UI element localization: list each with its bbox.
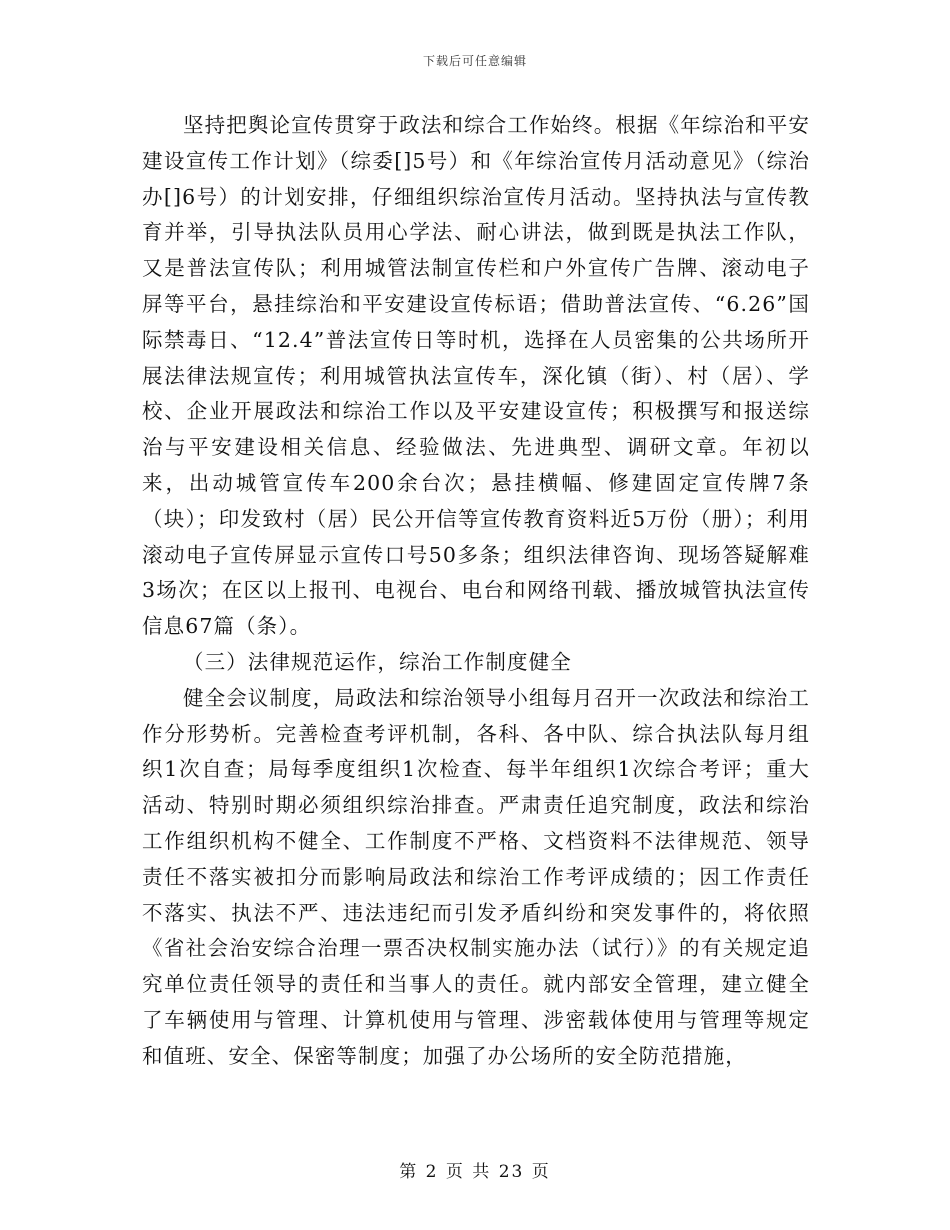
- page-header: 下载后可任意编辑: [422, 54, 527, 68]
- document-body: [142, 108, 810, 1075]
- paragraph-publicity: 坚持把舆论宣传贯穿于政法和综合工作始终。根据《年综治和平安建设宣传工作计划》（综委[]5号）和《年综治宣传月活动意见》（综治办[]6号）的计划安排，仔细组织综治宣传月活动。坚持执法与宣传教育并举，引导执法队员用心学法、耐心讲法，做到既是执法工作队，又是普法宣传队；利用城管法制宣传栏和户外宣传广告牌、滚动电子屏等平台，悬挂综治和平安建设宣传标语；借助普法宣传、“6.26”国际禁毒日、“12.4”普法宣传日等时机，选择在人员密集的公共场所开展法律法规宣传；利用城管执法宣传车，深化镇（街）、村（居）、学校、企业开展政法和综治工作以及平安建设宣传；积极撰写和报送综治与平安建设相关信息、经验做法、先进典型、调研文章。年初以来，出动城管宣传车200余台次；悬挂横幅、修建固定宣传牌7条（块）；印发致村（居）民公开信等宣传教育资料近5万份（册）；利用滚动电子宣传屏显示宣传口号50多条；组织法律咨询、现场答疑解难3场次；在区以上报刊、电视台、电台和网络刊载、播放城管执法宣传信息67篇（条）。: [142, 113, 810, 639]
- paragraph-system: 健全会议制度，局政法和综治领导小组每月召开一次政法和综治工作分形势析。完善检查考评机制，各科、各中队、综合执法队每月组织1次自查；局每季度组织1次检查、每半年组织1次综合考评；重大活动、特别时期必须组织综治排查。严肃责任追究制度，政法和综治工作组织机构不健全、工作制度不严格、文档资料不法律规范、领导责任不落实被扣分而影响局政法和综治工作考评成绩的；因工作责任不落实、执法不严、违法违纪而引发矛盾纠纷和突发事件的，将依照《省社会治安综合治理一票否决权制实施办法（试行）》的有关规定追究单位责任领导的责任和当事人的责任。就内部安全管理，建立健全了车辆使用与管理、计算机使用与管理、涉密载体使用与管理等规定和值班、安全、保密等制度；加强了办公场所的安全防范措施，: [142, 685, 810, 1068]
- page-footer: 第 2 页 共 23 页: [399, 1162, 551, 1182]
- section-heading: （三）法律规范运作，综治工作制度健全: [183, 649, 572, 674]
